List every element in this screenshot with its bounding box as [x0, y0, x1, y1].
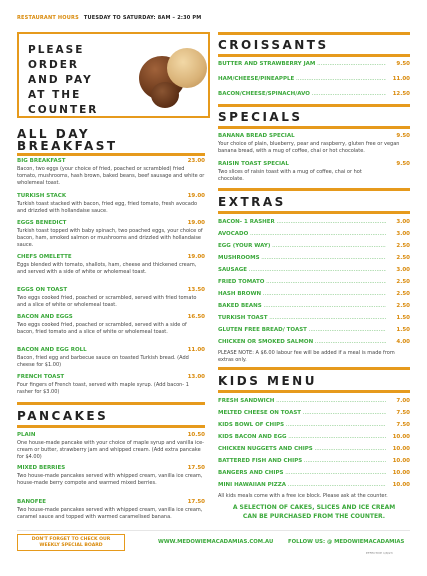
menu-item	[17, 254, 205, 284]
item-price: 16.50	[187, 314, 205, 320]
pancakes-divider	[17, 425, 205, 428]
menu-item	[218, 161, 410, 185]
item-name: BANOFEE	[17, 499, 46, 505]
menu-item	[218, 315, 410, 323]
menu-item	[218, 61, 410, 69]
item-name: HASH BROWN .....	[218, 291, 386, 297]
restaurant-hours	[17, 15, 201, 21]
item-price: 9.50	[396, 61, 410, 67]
item-name: MIXED BERRIES	[17, 465, 66, 471]
menu-item	[17, 220, 205, 250]
item-name: SAUSAGE .....	[218, 267, 386, 273]
item-price: 7.50	[396, 410, 410, 416]
item-desc: Two house-made pancakes served with whipped cream, vanilla ice cream, house-made berry compote and warmed mixed berries.	[17, 473, 203, 486]
pancakes-divider-top	[17, 402, 205, 405]
item-price: 2.50	[396, 291, 410, 297]
website-link[interactable]: WWW.MEDOWIEMACADAMIAS.COM.AU	[158, 539, 274, 545]
item-desc: Turkish toast topped with baby spinach, two poached eggs, your choice of bacon, ham, smoked salmon or mushrooms and drizzled with hollandaise sauce.	[17, 228, 203, 248]
all-day-title	[17, 128, 118, 152]
item-desc: Turkish toast stacked with bacon, fried egg, fried tomato, fresh avocado and drizzled with hollandaise sauce.	[17, 201, 198, 214]
item-price: 10.00	[392, 458, 410, 464]
item-name: KIDS BACON AND EGG .....	[218, 434, 386, 440]
specials-divider-top	[218, 104, 410, 107]
item-price: 13.00	[187, 374, 205, 380]
order-line-1: PLEASE ORDER	[28, 44, 85, 71]
menu-item	[218, 458, 410, 466]
macadamia-kernel-image	[167, 48, 207, 88]
item-name: BANGERS AND CHIPS .....	[218, 470, 386, 476]
item-price: 19.00	[187, 254, 205, 260]
menu-item	[218, 231, 410, 239]
item-desc: Two eggs cooked fried, poached or scrambled, served with a side of bacon, fried tomato and a slice of white or wholemeal toast.	[17, 322, 187, 335]
cakes-note: A SELECTION OF CAKES, SLICES AND ICE CREAM CAN BE PURCHASED FROM THE COUNTER.	[232, 504, 396, 520]
menu-item	[218, 91, 410, 99]
item-name: BACON- 1 RASHER .....	[218, 219, 386, 225]
item-desc: Your choice of plain, blueberry, pear and raspberry, gluten free or vegan banana bread, with a mug of coffee, chai or hot chocolate.	[218, 141, 400, 154]
item-price: 10.00	[392, 446, 410, 452]
menu-item	[17, 347, 205, 371]
item-price: 7.00	[396, 398, 410, 404]
item-price: 4.00	[396, 339, 410, 345]
menu-item	[17, 465, 205, 495]
effective-date: EFFECTIVE 1/8/23	[366, 551, 393, 555]
item-price: 11.00	[392, 76, 410, 82]
order-line-4: COUNTER	[28, 104, 99, 116]
extras-divider-top	[218, 188, 410, 191]
item-name: BATTERED FISH AND CHIPS .....	[218, 458, 386, 464]
extras-title: EXTRAS	[218, 195, 286, 209]
item-name: BUTTER AND STRAWBERRY JAM .....	[218, 61, 386, 67]
menu-item	[218, 470, 410, 478]
item-desc: Four fingers of French toast, served with maple syrup. (Add bacon- 1 rasher for $3.00)	[17, 382, 189, 395]
menu-item	[17, 499, 205, 529]
menu-item	[218, 303, 410, 311]
item-name: TURKISH STACK	[17, 193, 67, 199]
specials-title: SPECIALS	[218, 110, 303, 124]
item-desc: One house-made pancake with your choice of maple syrup and vanilla ice-cream or butter, strawberry jam and whipped cream. (Add extra pancake for $4.00)	[17, 440, 204, 460]
menu-item	[17, 314, 205, 344]
item-price: 1.50	[396, 315, 410, 321]
menu-item	[218, 422, 410, 430]
menu-item	[17, 374, 205, 398]
item-desc: Eggs blended with tomato, shallots, ham, cheese and thickened cream, and served with a side of white or wholemeal toast.	[17, 262, 197, 275]
pancakes-title: PANCAKES	[17, 409, 109, 423]
item-name: GLUTEN FREE BREAD/ TOAST .....	[218, 327, 386, 333]
item-price: 1.50	[396, 327, 410, 333]
item-price: 3.00	[396, 219, 410, 225]
order-banner-text	[28, 43, 140, 118]
kids-divider	[218, 390, 410, 393]
hours-days: TUESDAY TO SATURDAY: 8AM – 2:30 PM	[83, 15, 202, 21]
extras-note: PLEASE NOTE: A $6.00 labour fee will be added if a meal is made from extras only.	[218, 350, 395, 363]
menu-item	[17, 287, 205, 311]
item-name: CHEFS OMELETTE	[17, 254, 72, 260]
item-price: 10.50	[187, 432, 205, 438]
kids-note: All kids meals come with a free ice block. Please ask at the counter.	[218, 493, 388, 499]
item-name: BAKED BEANS .....	[218, 303, 386, 309]
item-name: TURKISH TOAST .....	[218, 315, 386, 321]
item-name: BACON AND EGG ROLL	[17, 347, 87, 353]
order-line-2: AND PAY	[28, 74, 93, 86]
menu-item	[17, 158, 205, 188]
item-name: MELTED CHEESE ON TOAST .....	[218, 410, 386, 416]
item-price: 19.00	[187, 193, 205, 199]
item-name: EGGS BENEDICT	[17, 220, 67, 226]
item-price: 10.00	[392, 482, 410, 488]
item-name: FRENCH TOAST	[17, 374, 65, 380]
all-day-divider	[17, 153, 205, 156]
item-name: MINI HAWAIIAN PIZZA .....	[218, 482, 386, 488]
order-banner	[17, 32, 210, 118]
item-price: 2.50	[396, 279, 410, 285]
all-day-title-line2: BREAKFAST	[17, 139, 118, 153]
menu-item	[17, 193, 205, 217]
item-desc: Bacon, two eggs (your choice of fried, poached or scrambled) fried tomato, mushrooms, hash brown, baked beans, beef sausage and white or wholemeal toast.	[17, 166, 205, 186]
item-desc: Two eggs cooked fried, poached or scrambled, served with fried tomato and a slice of white or wholemeal toast.	[17, 295, 197, 308]
item-price: 12.50	[392, 91, 410, 97]
croissants-divider-top	[218, 32, 410, 35]
item-price: 3.00	[396, 231, 410, 237]
item-price: 13.50	[187, 287, 205, 293]
item-price: 2.50	[396, 303, 410, 309]
item-name: HAM/CHEESE/PINEAPPLE .....	[218, 76, 386, 82]
croissants-title: CROISSANTS	[218, 38, 329, 52]
item-name: EGGS ON TOAST	[17, 287, 68, 293]
menu-item	[218, 410, 410, 418]
kids-title: KIDS MENU	[218, 374, 317, 388]
item-name: BANANA BREAD SPECIAL	[218, 133, 295, 139]
menu-item	[218, 243, 410, 251]
item-price: 2.50	[396, 255, 410, 261]
menu-item	[218, 434, 410, 442]
menu-item	[218, 133, 410, 157]
item-price: 2.50	[396, 243, 410, 249]
all-day-title-line1: ALL DAY	[17, 127, 91, 141]
item-desc: Two house-made pancakes served with whipped cream, vanilla ice cream, caramel sauce and topped with warmed caramelised banana.	[17, 507, 203, 520]
item-desc: Bacon, fried egg and barbecue sauce on toasted Turkish bread. (Add cheese for $1.00)	[17, 355, 189, 368]
menu-item	[218, 219, 410, 227]
macadamia-nut-image-small	[151, 82, 179, 108]
menu-item	[218, 291, 410, 299]
item-name: FRESH SANDWICH .....	[218, 398, 386, 404]
item-price: 7.50	[396, 422, 410, 428]
menu-item	[218, 339, 410, 347]
menu-item	[218, 327, 410, 335]
item-name: AVOCADO .....	[218, 231, 386, 237]
item-price: 9.50	[396, 161, 410, 167]
item-name: BACON AND EGGS	[17, 314, 73, 320]
menu-item	[17, 432, 205, 462]
menu-item	[218, 446, 410, 454]
item-price: 10.00	[392, 470, 410, 476]
menu-item	[218, 267, 410, 275]
hours-label: RESTAURANT HOURS	[17, 15, 79, 21]
item-name: FRIED TOMATO .....	[218, 279, 386, 285]
item-price: 3.00	[396, 267, 410, 273]
board-line-2: WEEKLY SPECIAL BOARD	[39, 543, 103, 548]
item-name: BIG BREAKFAST	[17, 158, 66, 164]
item-name: PLAIN	[17, 432, 36, 438]
specials-divider	[218, 126, 410, 129]
extras-divider	[218, 211, 410, 214]
item-price: 17.50	[187, 465, 205, 471]
item-name: EGG (YOUR WAY) .....	[218, 243, 386, 249]
item-price: 11.00	[187, 347, 205, 353]
item-price: 17.50	[187, 499, 205, 505]
kids-divider-top	[218, 367, 410, 370]
item-price: 10.00	[392, 434, 410, 440]
item-name: MUSHROOMS .....	[218, 255, 386, 261]
follow-us[interactable]: FOLLOW US: @ MEDOWIEMACADAMIAS	[288, 539, 405, 545]
item-name: CHICKEN NUGGETS AND CHIPS .....	[218, 446, 386, 452]
croissants-divider	[218, 54, 410, 57]
footer-divider	[17, 530, 410, 531]
item-name: KIDS BOWL OF CHIPS .....	[218, 422, 386, 428]
board-line-1: DON'T FORGET TO CHECK OUR	[31, 537, 111, 542]
menu-item	[218, 482, 410, 490]
menu-item	[218, 255, 410, 263]
menu-item	[218, 76, 410, 84]
item-price: 9.50	[396, 133, 410, 139]
weekly-board-badge	[17, 534, 125, 551]
item-price: 19.00	[187, 220, 205, 226]
item-name: BACON/CHEESE/SPINACH/AVO .....	[218, 91, 386, 97]
order-line-3: AT THE	[28, 89, 82, 101]
item-name: CHICKEN OR SMOKED SALMON .....	[218, 339, 386, 345]
menu-item	[218, 279, 410, 287]
item-name: RAISIN TOAST SPECIAL	[218, 161, 289, 167]
menu-item	[218, 398, 410, 406]
item-desc: Two slices of raisin toast with a mug of coffee, chai or hot chocolate.	[218, 169, 362, 182]
item-price: 23.00	[187, 158, 205, 164]
